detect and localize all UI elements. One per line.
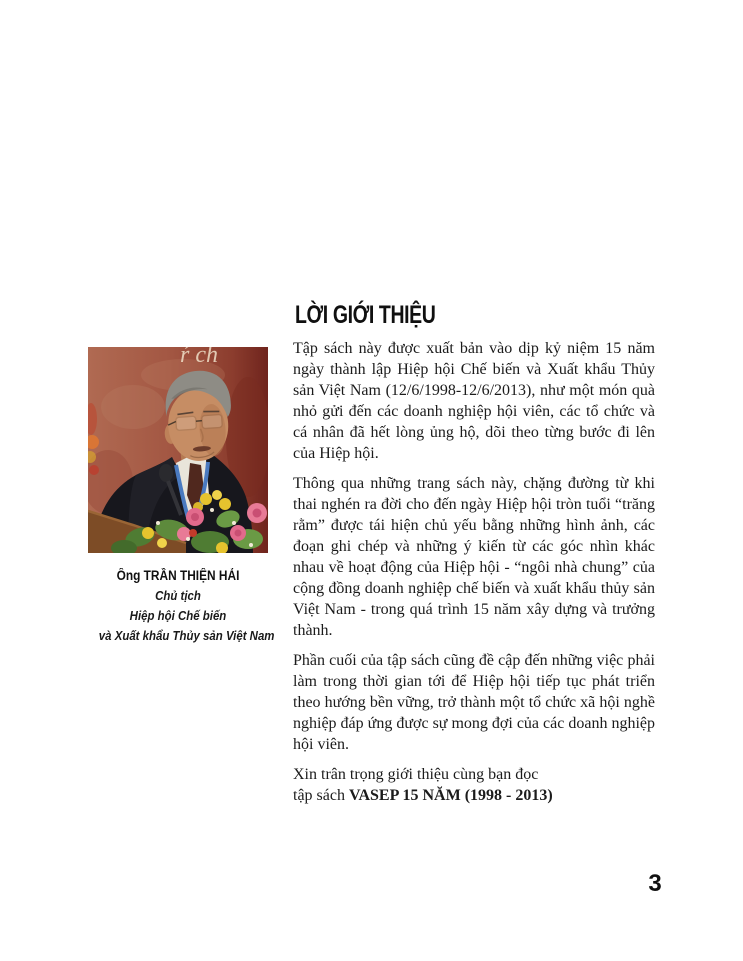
closing-line-2 xyxy=(293,785,655,806)
page-title: LỜI GIỚI THIỆU xyxy=(295,300,436,329)
microphone xyxy=(159,464,173,482)
photo-caption xyxy=(98,566,275,646)
caption-name: Ông TRẦN THIỆN HẢI xyxy=(116,568,240,583)
closing-line-2-prefix: tập sách xyxy=(293,787,349,804)
banner-text-fragment: ŕ ch xyxy=(180,347,218,368)
page-number: 3 xyxy=(648,870,662,897)
speaker-photo-figure xyxy=(88,347,275,646)
closing-line-1: Xin trân trọng giới thiệu cùng bạn đọc xyxy=(293,766,539,783)
paragraph-2: Thông qua những trang sách này, chặng đường từ khi thai nghén ra đời cho đến ngày Hiệp hội tròn tuổi “trăng rằm” được tái hiện chủ yếu bằng những hình ảnh, các đoạn ghi chép và những ý kiến từ các góc nhìn khác nhau về hoạt động của Hiệp hội - “ngôi nhà chung” của cộng đồng doanh nghiệp chế biến và xuất khẩu thủy sản Việt Nam - trong quá trình 15 năm xây dựng và trưởng thành. xyxy=(293,475,655,639)
glasses-right-lens xyxy=(202,414,223,428)
body-column xyxy=(293,338,655,806)
closing-block xyxy=(293,764,655,806)
book-title-bold: VASEP 15 NĂM (1998 - 2013) xyxy=(348,787,553,804)
caption-org-line2: và Xuất khẩu Thủy sản Việt Nam xyxy=(98,628,275,643)
caption-role: Chủ tịch xyxy=(155,588,201,603)
speaker-photo xyxy=(88,347,268,553)
paragraph-3: Phần cuối của tập sách cũng đề cập đến những việc phải làm trong thời gian tới để Hiệp hội tiếp tục phát triển theo hướng bền vững, trở thành một tổ chức xã hội nghề nghiệp đáp ứng được sự mong đợi của các doanh nghiệp hội viên. xyxy=(293,652,655,753)
glasses-left-lens xyxy=(176,416,197,430)
caption-org-line1: Hiệp hội Chế biến xyxy=(129,608,227,623)
paragraph-1: Tập sách này được xuất bản vào dịp kỷ niệm 15 năm ngày thành lập Hiệp hội Chế biến và Xuất khẩu Thủy sản Việt Nam (12/6/1998-12/6/2013), như một món quà nhỏ gửi đến các doanh nghiệp hội viên, các tổ chức và cá nhân đã hết lòng ủng hộ, dõi theo từng bước đi lên của Hiệp hội. xyxy=(293,340,655,462)
